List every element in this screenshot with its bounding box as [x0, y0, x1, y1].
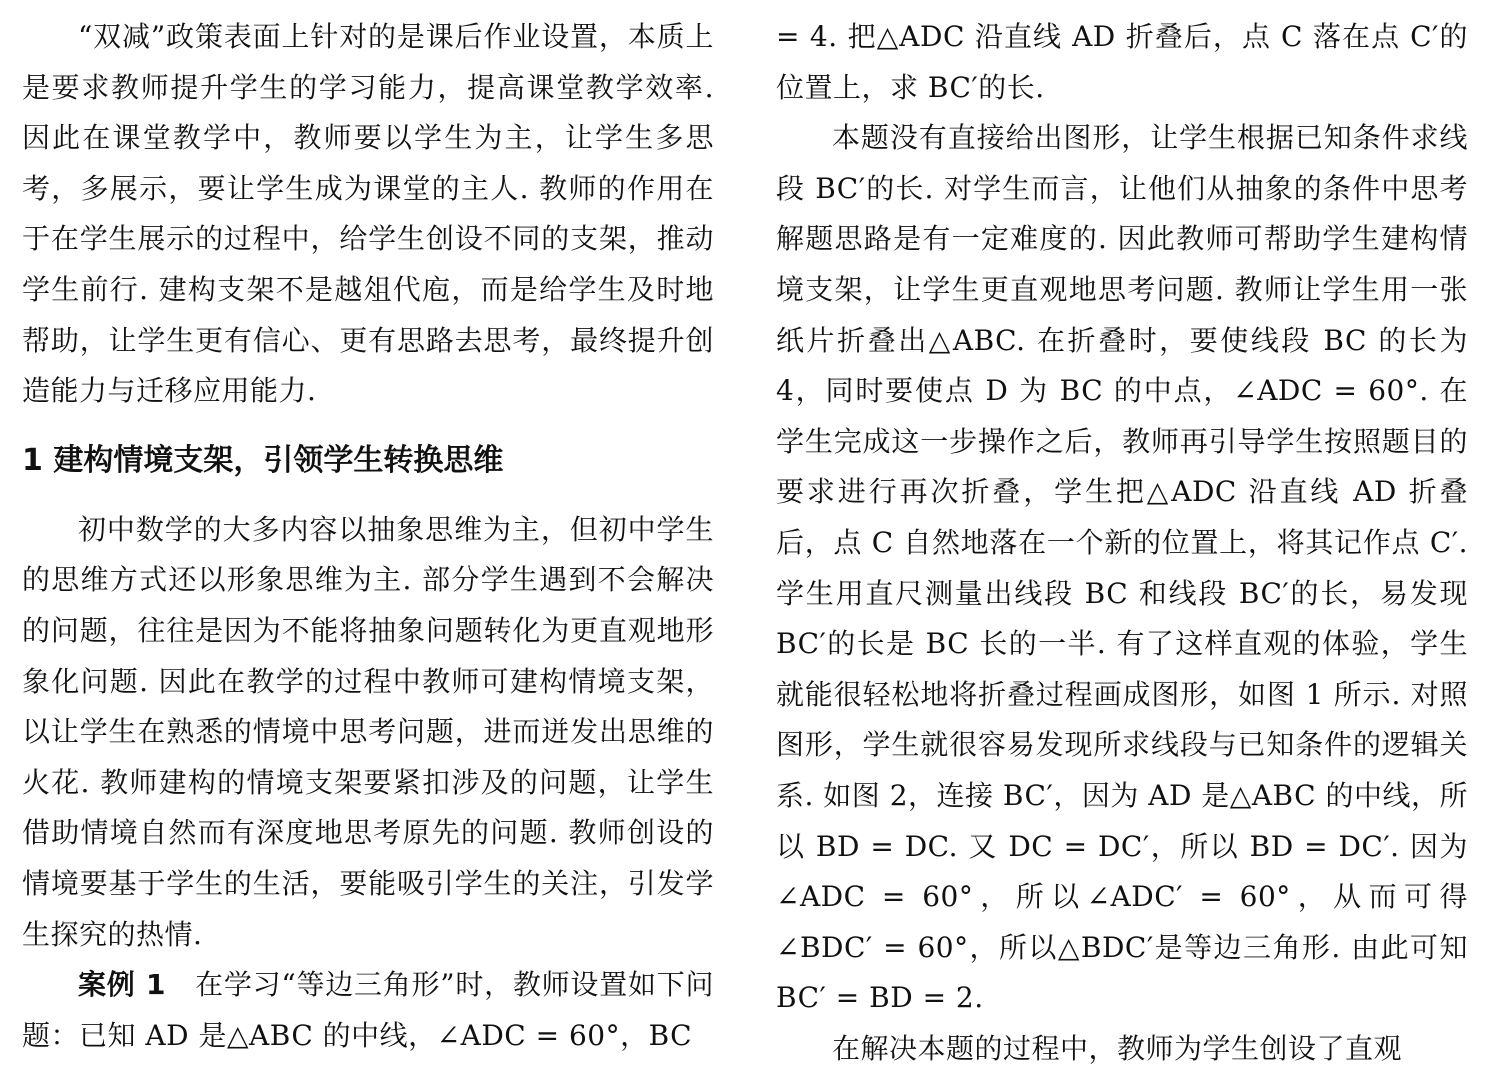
intro-paragraph: “双减”政策表面上针对的是课后作业设置，本质上是要求教师提升学生的学习能力，提高课堂教学效率. 因此在课堂教学中，教师要以学生为主，让学生多思考，多展示，要让学生成为课堂的主人. 教师的作用在于在学生展示的过程中，给学生创设不同的支架，推动学生前行. 建构支架不是越俎代庖，而是给学生及时地帮助，让学生更有信心、更有思路去思考，最终提升创造能力与迁移应用能力. — [22, 20, 714, 408]
body-paragraph: 初中数学的大多内容以抽象思维为主，但初中学生的思维方式还以形象思维为主. 部分学生遇到不会解决的问题，往往是因为不能将抽象问题转化为更直观地形象化问题. 因此在教学的过程中教师可建构情境支架，以让学生在熟悉的情境中思考问题，进而迸发出思维的火花. 教师建构的情境支架要紧扣涉及的问题，让学生借助情境自然而有深度地思考原先的问题. 教师创设的情境要基于学生的生活，要能吸引学生的关注，引发学生探究的热情. — [22, 512, 714, 951]
case-text: 在学习“等边三角形”时，教师设置如下问题：已知 AD 是△ABC 的中线，∠ADC = 60°，BC — [22, 968, 714, 1052]
case-continuation: = 4. 把△ADC 沿直线 AD 折叠后，点 C 落在点 C′的位置上，求 BC′的长. — [776, 20, 1468, 104]
closing-paragraph: 在解决本题的过程中，教师为学生创设了直观 — [832, 1031, 1403, 1065]
section-heading: 1 建构情境支架，引领学生转换思维 — [22, 442, 504, 478]
case-label: 案例 1 — [78, 968, 167, 1002]
right-column — [776, 12, 1468, 1074]
left-column — [22, 12, 714, 1061]
analysis-paragraph: 本题没有直接给出图形，让学生根据已知条件求线段 BC′的长. 对学生而言，让他们从抽象的条件中思考解题思路是有一定难度的. 因此教师可帮助学生建构情境支架，让学生更直观地思考问题. 教师让学生用一张纸片折叠出△ABC. 在折叠时，要使线段 BC 的长为 4，同时要使点 D 为 BC 的中点，∠ADC = 60°. 在学生完成这一步操作之后，教师再引导学生按照题目的要求进行再次折叠，学生把△ADC 沿直线 AD 折叠后，点 C 自然地落在一个新的位置上，将其记作点 C′. 学生用直尺测量出线段 BC 和线段 BC′的长，易发现 BC′的长是 BC 长的一半. 有了这样直观的体验，学生就能很轻松地将折叠过程画成图形，如图 1 所示. 对照图形，学生就很容易发现所求线段与已知条件的逻辑关系. 如图 2，连接 BC′，因为 AD 是△ABC 的中线，所以 BD = DC. 又 DC = DC′，所以 BD = DC′. 因为∠ADC = 60°，所以∠ADC′ = 60°，从而可得∠BDC′ = 60°，所以△BDC′是等边三角形. 由此可知 BC′ = BD = 2. — [776, 121, 1468, 1015]
case-paragraph — [22, 960, 714, 1061]
